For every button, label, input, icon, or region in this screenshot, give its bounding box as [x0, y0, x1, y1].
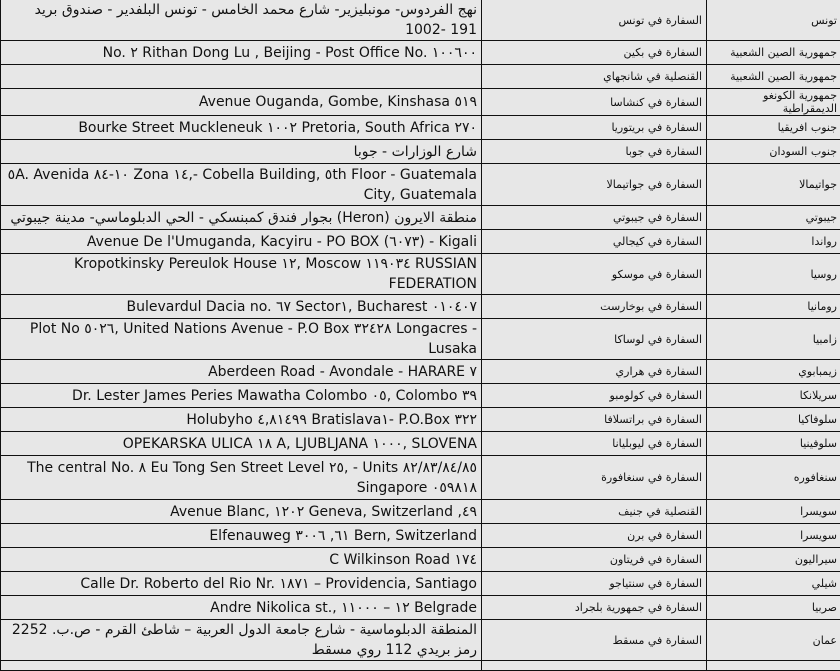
country-cell: جمهورية الكونغو الديمقراطية	[707, 89, 840, 116]
table-row	[1, 500, 840, 524]
embassy-cell: السفارة في بوخارست	[482, 295, 707, 319]
embassy-cell: السفارة في جمهورية بلجراد	[482, 596, 707, 620]
address-cell: Andre Nikolica st., ١٢ – ١١٠٠٠ Belgrade	[1, 596, 482, 620]
embassy-cell: السفارة في بكين	[482, 41, 707, 65]
table-row	[1, 140, 840, 164]
table-row	[1, 360, 840, 384]
address-cell: Elfenauweg ٦١, ٣٠٠٦ Bern, Switzerland	[1, 524, 482, 548]
address-cell: منطقة الايرون (Heron) بجوار فندق كمبنسكي - الحي الدبلوماسي- مدينة جيبوتي	[1, 206, 482, 230]
table-row	[1, 319, 840, 360]
country-cell: زامبيا	[707, 319, 840, 360]
address-cell: OPEKARSKA ULICA ١٨ A, LJUBLJANA ١٠٠٠, SLOVENA	[1, 432, 482, 456]
embassy-cell: السفارة في فريتاون	[482, 548, 707, 572]
address-cell: The central No. ٨ Eu Tong Sen Street Level ٢٥, - Units ٨٢/٨٣/٨٤/٨٥ Singapore ٠٥٩٨١٨	[1, 456, 482, 500]
table-row	[1, 548, 840, 572]
address-cell: Calle Dr. Roberto del Rio Nr. ١٨٧١ – Providencia, Santiago	[1, 572, 482, 596]
country-cell: سويسرا	[707, 500, 840, 524]
embassy-cell: السفارة في بريتوريا	[482, 116, 707, 140]
table-row	[1, 254, 840, 295]
country-cell: جيبوتي	[707, 206, 840, 230]
table-row	[1, 230, 840, 254]
country-cell: سنغافوره	[707, 456, 840, 500]
country-cell: عمان	[707, 620, 840, 661]
address-cell: Dr. Lester James Peries Mawatha Colombo ٠٥, Colombo ٣٩	[1, 384, 482, 408]
address-cell: Bourke Street Muckleneuk ١٠٠٢ Pretoria, South Africa ٢٧٠	[1, 116, 482, 140]
address-cell: شارع الوزارات - جوبا	[1, 140, 482, 164]
address-cell: Avenue De l'Umuganda, Kacyiru - PO BOX (٦٠٧٣) - Kigali	[1, 230, 482, 254]
embassy-cell: السفارة في مسقط	[482, 620, 707, 661]
table-row	[1, 596, 840, 620]
embassy-cell: السفارة في سنغافورة	[482, 456, 707, 500]
address-cell: Bulevardul Dacia no. ٦٧ Sector١, Bucharest ٠١٠٤٠٧	[1, 295, 482, 319]
table-row	[1, 89, 840, 116]
embassy-cell: السفارة في موسكو	[482, 254, 707, 295]
embassy-cell: السفارة في جيبوتي	[482, 206, 707, 230]
address-cell: Kropotkinsky Pereulok House ١٢, Moscow ١١٩٠٣٤ RUSSIAN FEDERATION	[1, 254, 482, 295]
country-cell: جنوب افريقيا	[707, 116, 840, 140]
embassy-cell: السفارة في كنشاسا	[482, 89, 707, 116]
embassy-cell: السفارة في كولومبو	[482, 384, 707, 408]
address-cell: Aberdeen Road - Avondale - HARARE ٧	[1, 360, 482, 384]
country-cell: رواندا	[707, 230, 840, 254]
embassy-cell: القنصلية في جنيف	[482, 500, 707, 524]
table-row	[1, 0, 840, 41]
address-cell: Avenue Blanc, ١٢٠٢ Geneva, Switzerland ,٤٩	[1, 500, 482, 524]
country-cell: سلوفاكيا	[707, 408, 840, 432]
table-row	[1, 164, 840, 206]
table-row	[1, 572, 840, 596]
country-cell: روسيا	[707, 254, 840, 295]
country-cell: سويسرا	[707, 524, 840, 548]
table-row	[1, 65, 840, 89]
address-cell: Avenue Ouganda, Gombe, Kinshasa ٥١٩	[1, 89, 482, 116]
embassy-cell	[482, 661, 707, 671]
country-cell: سيراليون	[707, 548, 840, 572]
country-cell: صربيا	[707, 596, 840, 620]
address-cell: ٥A. Avenida ١٠-٨٤ Zona ١٤,- Cobella Building, ٥th Floor - Guatemala City, Guatemala	[1, 164, 482, 206]
address-cell: المنطقة الدبلوماسية - شارع جامعة الدول العربية – شاطئ القرم - ص.ب. 2252 رمز بريدي 112 روي مسقط	[1, 620, 482, 661]
embassy-cell: السفارة في براتسلافا	[482, 408, 707, 432]
embassy-cell: السفارة في هراري	[482, 360, 707, 384]
country-cell: جواتيمالا	[707, 164, 840, 206]
country-cell: سلوفينيا	[707, 432, 840, 456]
embassy-cell: السفارة في لوساكا	[482, 319, 707, 360]
country-cell: جنوب السودان	[707, 140, 840, 164]
table-row	[1, 116, 840, 140]
country-cell: تونس	[707, 0, 840, 41]
embassy-cell: القنصلية في شانجهاي	[482, 65, 707, 89]
table-row	[1, 295, 840, 319]
address-cell: C Wilkinson Road ١٧٤	[1, 548, 482, 572]
address-cell: نهج الفردوس- مونبليزير- شارع محمد الخامس - تونس البلفدير - صندوق بريد 191 -1002	[1, 0, 482, 41]
country-cell: جمهورية الصين الشعبية	[707, 41, 840, 65]
embassy-cell: السفارة في كيجالي	[482, 230, 707, 254]
address-cell: Plot No ٥٠٢٦, United Nations Avenue - P.O Box ٣٢٤٢٨ Longacres - Lusaka	[1, 319, 482, 360]
country-cell: رومانيا	[707, 295, 840, 319]
address-cell: Holubyho ٤,٨١٤٩٩ Bratislava١- P.O.Box ٣٢٢	[1, 408, 482, 432]
table-row	[1, 456, 840, 500]
address-cell	[1, 661, 482, 671]
embassy-cell: السفارة في برن	[482, 524, 707, 548]
table-row	[1, 432, 840, 456]
country-cell	[707, 661, 840, 671]
table-row	[1, 384, 840, 408]
address-cell: No. ٢ Rithan Dong Lu , Beijing - Post Office No. ١٠٠٦٠٠	[1, 41, 482, 65]
table-row	[1, 206, 840, 230]
table-row	[1, 524, 840, 548]
country-cell: زيمبابوي	[707, 360, 840, 384]
embassy-cell: السفارة في جواتيمالا	[482, 164, 707, 206]
country-cell: جمهورية الصين الشعبية	[707, 65, 840, 89]
address-cell	[1, 65, 482, 89]
embassy-cell: السفارة في تونس	[482, 0, 707, 41]
embassy-cell: السفارة في سنتياجو	[482, 572, 707, 596]
country-cell: شيلي	[707, 572, 840, 596]
embassy-cell: السفارة في جوبا	[482, 140, 707, 164]
table-row	[1, 620, 840, 661]
table-row	[1, 408, 840, 432]
country-cell: سريلانكا	[707, 384, 840, 408]
table-row	[1, 41, 840, 65]
table-row	[1, 661, 840, 671]
embassy-cell: السفارة في ليوبليانا	[482, 432, 707, 456]
